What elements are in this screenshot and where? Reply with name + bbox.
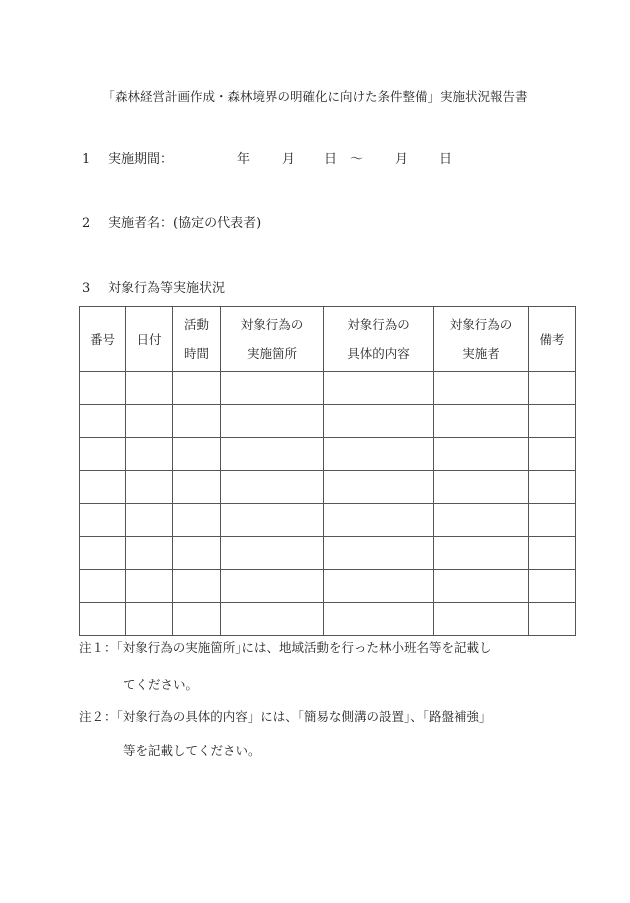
table-cell[interactable] <box>173 537 221 570</box>
table-cell[interactable] <box>324 471 434 504</box>
table-cell[interactable] <box>529 405 576 438</box>
table-cell[interactable] <box>324 438 434 471</box>
table-cell[interactable] <box>126 537 173 570</box>
year-label: 年 <box>237 152 251 167</box>
table-cell[interactable] <box>80 570 126 603</box>
table-cell[interactable] <box>324 405 434 438</box>
table-row <box>80 603 576 636</box>
table-row <box>80 372 576 405</box>
table-cell[interactable] <box>529 471 576 504</box>
table-cell[interactable] <box>126 570 173 603</box>
table-cell[interactable] <box>221 471 324 504</box>
table-cell[interactable] <box>126 471 173 504</box>
table-cell[interactable] <box>80 537 126 570</box>
table-cell[interactable] <box>80 504 126 537</box>
implementer-label: 実施者名：(協定の代表者) <box>108 216 262 231</box>
table-cell[interactable] <box>221 537 324 570</box>
table-cell[interactable] <box>324 504 434 537</box>
table-cell[interactable] <box>173 405 221 438</box>
table-cell[interactable] <box>173 570 221 603</box>
note-2-continuation: 等を記載してください。 <box>123 743 261 758</box>
table-body <box>80 372 576 636</box>
start-month-label: 月 <box>282 152 296 167</box>
status-heading <box>82 280 225 298</box>
table-cell[interactable] <box>126 603 173 636</box>
table-cell[interactable] <box>173 471 221 504</box>
table-cell[interactable] <box>221 504 324 537</box>
table-cell[interactable] <box>434 537 529 570</box>
header-remarks: 備考 <box>529 307 576 372</box>
table-row <box>80 537 576 570</box>
table-cell[interactable] <box>324 603 434 636</box>
table-header-row <box>80 307 576 372</box>
header-specific-content: 対象行為の 具体的内容 <box>324 307 434 372</box>
table-cell[interactable] <box>221 438 324 471</box>
end-day-label: 日 <box>439 152 453 167</box>
table-cell[interactable] <box>221 570 324 603</box>
table-cell[interactable] <box>80 438 126 471</box>
status-heading-label: 対象行為等実施状況 <box>108 281 226 296</box>
table-cell[interactable] <box>173 438 221 471</box>
table-cell[interactable] <box>221 372 324 405</box>
section-2-number: 2 <box>82 216 91 231</box>
table-cell[interactable] <box>173 372 221 405</box>
table-cell[interactable] <box>221 405 324 438</box>
section-3-number: 3 <box>82 281 91 296</box>
header-implementer: 対象行為の 実施者 <box>434 307 529 372</box>
table-cell[interactable] <box>80 603 126 636</box>
table-row <box>80 570 576 603</box>
note-1-continuation: てください。 <box>123 677 199 692</box>
table-cell[interactable] <box>434 603 529 636</box>
implementation-period-label: 実施期間： <box>108 152 174 167</box>
table-cell[interactable] <box>434 372 529 405</box>
implementation-status-table <box>79 306 576 636</box>
table-cell[interactable] <box>434 471 529 504</box>
table-cell[interactable] <box>324 570 434 603</box>
range-tilde: ～ <box>350 152 364 167</box>
table-row <box>80 438 576 471</box>
table-cell[interactable] <box>434 438 529 471</box>
table-row <box>80 405 576 438</box>
table-cell[interactable] <box>221 603 324 636</box>
table-cell[interactable] <box>80 372 126 405</box>
table-cell[interactable] <box>126 372 173 405</box>
end-month-label: 月 <box>395 152 409 167</box>
table-cell[interactable] <box>529 372 576 405</box>
table-cell[interactable] <box>126 438 173 471</box>
section-1-number: 1 <box>82 152 91 167</box>
document-title: 「森林経営計画作成・森林境界の明確化に向けた条件整備」実施状況報告書 <box>102 89 528 104</box>
table-row <box>80 504 576 537</box>
start-day-label: 日 <box>324 152 338 167</box>
table-cell[interactable] <box>126 405 173 438</box>
table-cell[interactable] <box>434 570 529 603</box>
table-cell[interactable] <box>529 603 576 636</box>
note-2: 注２：｢対象行為の具体的内容」には、｢簡易な側溝の設置｣、｢路盤補強｣ <box>79 709 486 724</box>
table-cell[interactable] <box>529 537 576 570</box>
implementer-row <box>82 215 261 233</box>
table-cell[interactable] <box>80 405 126 438</box>
table-cell[interactable] <box>529 504 576 537</box>
table-cell[interactable] <box>529 438 576 471</box>
header-location: 対象行為の 実施箇所 <box>221 307 324 372</box>
table-cell[interactable] <box>80 471 126 504</box>
table-cell[interactable] <box>173 504 221 537</box>
header-activity-time: 活動 時間 <box>173 307 221 372</box>
table-row <box>80 471 576 504</box>
table-cell[interactable] <box>529 570 576 603</box>
table-cell[interactable] <box>324 372 434 405</box>
header-number: 番号 <box>80 307 126 372</box>
table-cell[interactable] <box>126 504 173 537</box>
header-date: 日付 <box>126 307 173 372</box>
table-cell[interactable] <box>434 405 529 438</box>
note-1: 注１：｢対象行為の実施箇所｣には、地域活動を行った林小班名等を記載し <box>79 640 492 655</box>
table-cell[interactable] <box>324 537 434 570</box>
table-cell[interactable] <box>434 504 529 537</box>
table-cell[interactable] <box>173 603 221 636</box>
